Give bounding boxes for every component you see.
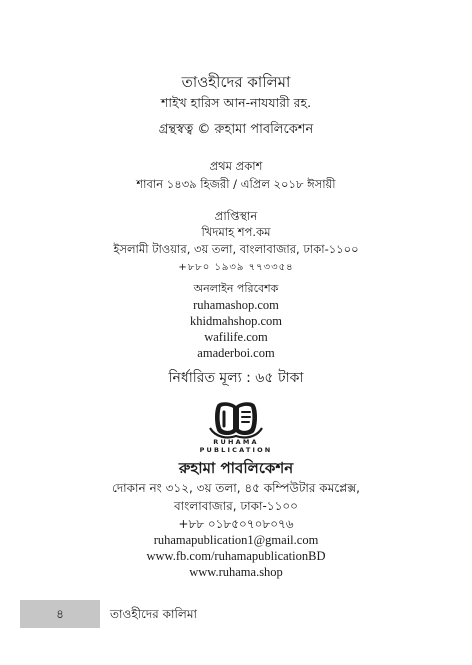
online-site-link[interactable]: wafilife.com — [204, 330, 268, 344]
publisher-website-link[interactable]: www.ruhama.shop — [189, 565, 283, 579]
publisher-email[interactable]: ruhamapublication1@gmail.com — [153, 533, 319, 547]
price-line: নির্ধারিত মূল্য : ৬৫ টাকা — [168, 370, 304, 386]
publisher-phone: +৮৮ ০১৮৫০৭০৮০৭৬ — [178, 517, 294, 531]
book-author: শাইখ হারিস আন-নাযযারী রহ. — [160, 95, 312, 110]
online-site-link[interactable]: amaderboi.com — [197, 346, 275, 360]
publisher-facebook-link[interactable]: www.fb.com/ruhamapublicationBD — [146, 549, 326, 563]
edition-date: শাবান ১৪৩৯ হিজরী / এপ্রিল ২০১৮ ঈসায়ী — [136, 177, 336, 191]
footer-running-title: তাওহীদের কালিমা — [110, 607, 197, 621]
availability-label: প্রাপ্তিস্থান — [214, 209, 258, 223]
online-distributor-label: অনলাইন পরিবেশক — [193, 282, 279, 295]
footer-page-number: ৪ — [56, 607, 64, 621]
publisher-address-line2: বাংলাবাজার, ঢাকা-১১০০ — [173, 499, 298, 513]
online-site-link[interactable]: khidmahshop.com — [189, 314, 282, 328]
logo-text-publication: PUBLICATION — [199, 446, 273, 454]
availability-address: ইসলামী টাওয়ার, ৩য় তলা, বাংলাবাজার, ঢাকা-১১০০ — [113, 242, 359, 256]
availability-phone: +৮৮০ ১৯৩৯ ৭৭৩৩৫৪ — [178, 262, 294, 273]
copyright-line: গ্রন্থস্বত্ব © রুহামা পাবলিকেশন — [158, 122, 314, 137]
ruhama-publication-logo-icon — [206, 398, 266, 440]
publisher-name: রুহামা পাবলিকেশন — [178, 459, 294, 477]
book-title: তাওহীদের কালিমা — [181, 73, 291, 91]
edition-label: প্রথম প্রকাশ — [209, 159, 263, 173]
logo-text-ruhama: RUHAMA — [213, 438, 259, 446]
availability-shop: খিদমাহ শপ.কম — [201, 225, 271, 239]
online-site-link[interactable]: ruhamashop.com — [193, 298, 279, 312]
publisher-address-line1: দোকান নং ৩১২, ৩য় তলা, ৪৫ কম্পিউটার কমপ্লেক্স, — [111, 481, 360, 495]
